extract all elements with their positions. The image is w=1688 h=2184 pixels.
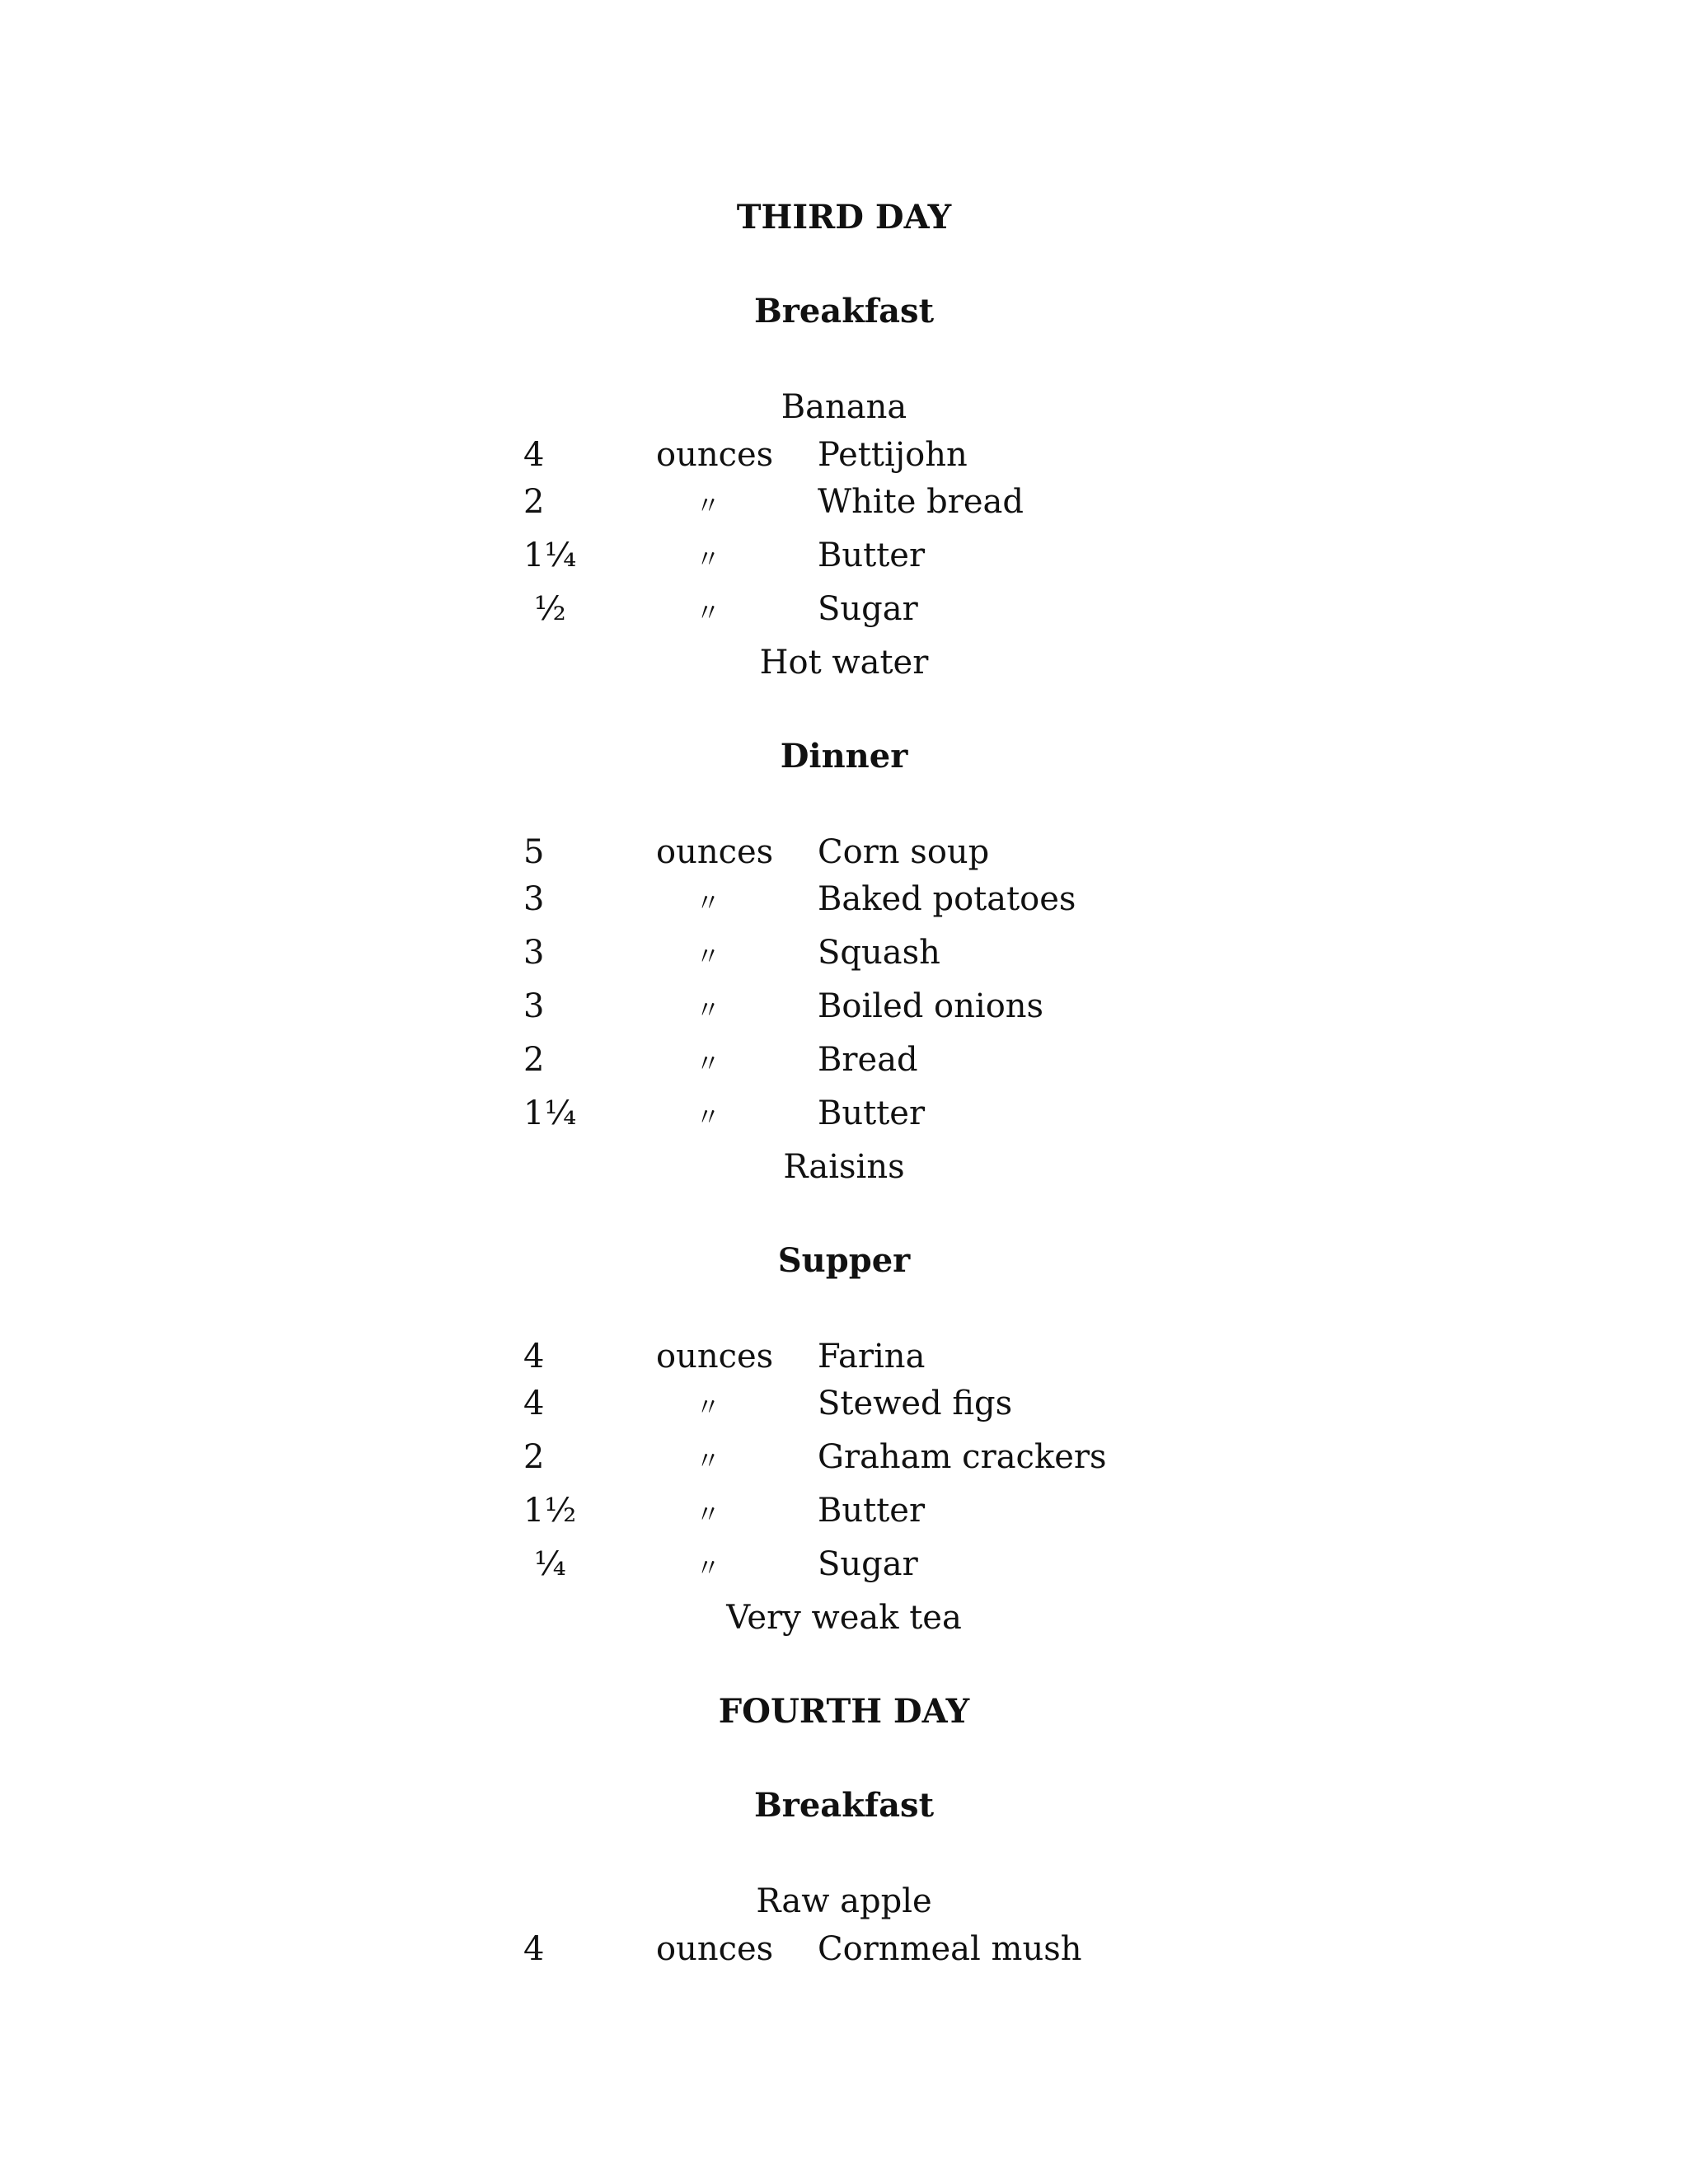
menu-row (0, 933, 1688, 972)
row-item: Cornmeal mush (818, 1930, 1082, 1968)
row-quantity: 1¼ (523, 537, 577, 574)
menu-row (0, 1094, 1688, 1133)
menu-row (0, 879, 1688, 919)
row-item: Graham crackers (818, 1438, 1107, 1476)
row-quantity: 1½ (523, 1492, 577, 1530)
row-quantity: 4 (523, 1385, 545, 1422)
row-quantity: 2 (523, 483, 545, 521)
row-unit-ditto: 〃 (696, 1394, 719, 1422)
row-unit: ounces (656, 833, 774, 871)
row-unit-ditto: 〃 (696, 599, 719, 628)
row-quantity: ½ (534, 590, 566, 628)
row-quantity: 3 (523, 987, 545, 1025)
row-quantity: 2 (523, 1041, 545, 1079)
row-unit-ditto: 〃 (696, 1554, 719, 1583)
menu-row (0, 1337, 1688, 1376)
row-quantity: 4 (523, 436, 545, 474)
row-unit-ditto: 〃 (696, 492, 719, 521)
row-quantity: 4 (523, 1338, 545, 1376)
menu-row (0, 589, 1688, 629)
fourth-day-title: FOURTH DAY (718, 1692, 970, 1731)
row-item: Pettijohn (818, 436, 968, 474)
row-unit-ditto: 〃 (696, 996, 719, 1025)
row-item: Squash (818, 934, 940, 972)
row-quantity: 3 (523, 880, 545, 918)
menu-row (0, 1040, 1688, 1080)
row-item: Butter (818, 1492, 926, 1530)
third-day-dinner-outro: Raisins (783, 1148, 905, 1186)
third-day-breakfast-outro: Hot water (759, 644, 929, 682)
row-unit-ditto: 〃 (696, 889, 719, 918)
row-unit: ounces (656, 1338, 774, 1376)
row-unit-ditto: 〃 (696, 1447, 719, 1476)
third-day-dinner-title: Dinner (780, 737, 908, 776)
row-item: Butter (818, 1094, 926, 1132)
row-quantity: 1¼ (523, 1094, 577, 1132)
fourth-day-breakfast-title: Breakfast (753, 1786, 935, 1825)
menu-row (0, 832, 1688, 872)
row-item: White bread (818, 483, 1024, 521)
third-day-title: THIRD DAY (736, 198, 952, 237)
third-day-breakfast-intro: Banana (781, 388, 907, 426)
third-day-breakfast-title: Breakfast (753, 292, 935, 330)
fourth-day-breakfast-intro: Raw apple (756, 1882, 932, 1920)
row-item: Bread (818, 1041, 918, 1079)
row-unit-ditto: 〃 (696, 1104, 719, 1132)
menu-row (0, 1491, 1688, 1530)
row-item: Stewed figs (818, 1385, 1013, 1422)
row-item: Corn soup (818, 833, 990, 871)
menu-row (0, 987, 1688, 1026)
row-quantity: 4 (523, 1930, 545, 1968)
third-day-supper-title: Supper (777, 1241, 911, 1280)
row-item: Butter (818, 537, 926, 574)
row-quantity: 5 (523, 833, 545, 871)
row-unit: ounces (656, 1930, 774, 1968)
row-unit-ditto: 〃 (696, 1050, 719, 1079)
menu-row (0, 536, 1688, 575)
row-item: Sugar (818, 590, 918, 628)
row-item: Baked potatoes (818, 880, 1076, 918)
menu-row (0, 1437, 1688, 1477)
row-quantity: 2 (523, 1438, 545, 1476)
menu-row (0, 1544, 1688, 1584)
row-unit: ounces (656, 436, 774, 474)
row-quantity: ¼ (534, 1545, 566, 1583)
menu-row (0, 482, 1688, 522)
row-item: Farina (818, 1338, 926, 1376)
row-item: Boiled onions (818, 987, 1044, 1025)
row-unit-ditto: 〃 (696, 943, 719, 972)
row-unit-ditto: 〃 (696, 546, 719, 574)
row-item: Sugar (818, 1545, 918, 1583)
row-unit-ditto: 〃 (696, 1501, 719, 1530)
menu-row (0, 1384, 1688, 1423)
menu-row (0, 435, 1688, 475)
row-quantity: 3 (523, 934, 545, 972)
third-day-supper-outro: Very weak tea (726, 1599, 962, 1637)
menu-row (0, 1929, 1688, 1969)
